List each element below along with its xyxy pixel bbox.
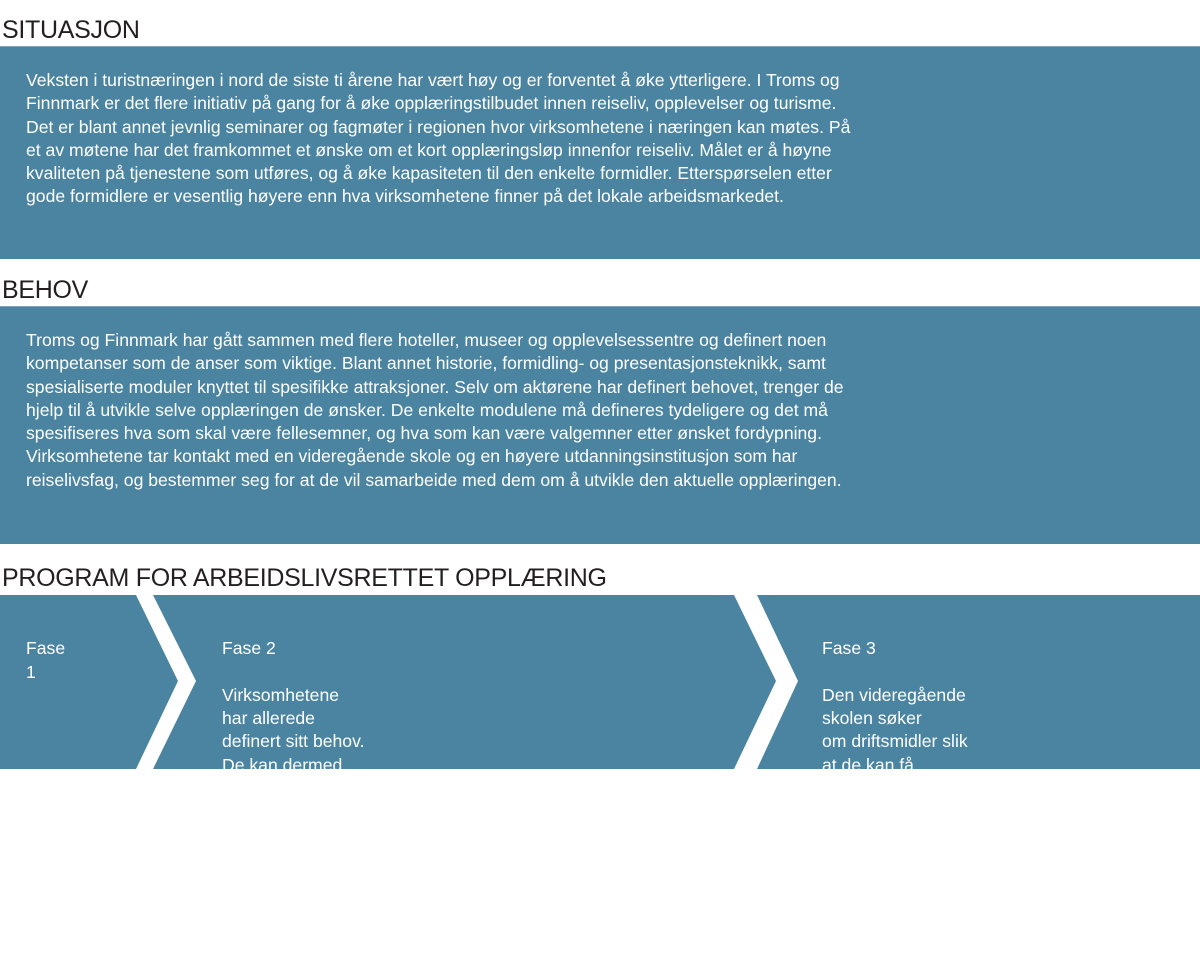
situasjon-heading: SITUASJON	[2, 16, 140, 44]
phase-3-title: Fase 3	[822, 638, 876, 659]
behov-text: Troms og Finnmark har gått sammen med flere hoteller, museer og opplevelsessentre og definert noen kompetanser som de anser som viktige. Blant annet historie, formidling- og presentasjonsteknikk, samt spesialiserte moduler knyttet til spesifikke attraksjoner. Selv om aktørene har definert behovet, trenger de hjelp til å utvikle selve opplæringen de ønsker. De enkelte modulene må defineres tydeligere og det må spesifiseres hva som skal være fellesemner, og hva som kan være valgemner etter ønsket fordypning. Virksomhetene tar kontakt med en videregående skole og en høyere utdanningsinstitusjon som har reiselivsfag, og bestemmer seg for at de vil samarbeide med dem om å utvikle den aktuelle opplæringen.	[26, 330, 844, 490]
behov-panel	[0, 306, 1200, 544]
phase-3	[822, 614, 971, 894]
program-heading: PROGRAM FOR ARBEIDSLIVSRETTET OPPLÆRING	[2, 564, 607, 592]
phase-1	[26, 614, 65, 684]
situasjon-text: Veksten i turistnæringen i nord de siste ti årene har vært høy og er forventet å øke ytterligere. I Troms og Finnmark er det flere initiativ på gang for å øke opplæringstilbudet innen reiseliv, opplevelser og turisme. Det er blant annet jevnlig seminarer og fagmøter i regionen hvor virksomhetene i næringen kan møtes. På et av møtene har det framkommet et ønske om et kort opplæringsløp innenfor reiseliv. Målet er å høyne kvaliteten på tjenestene som utføres, og å øke kapasiteten til den enkelte formidler. Etterspørselen etter gode formidlere er vesentlig høyere enn hva virksomhetene finner på det lokale arbeidsmarkedet.	[26, 70, 851, 207]
phase-2	[222, 614, 366, 963]
behov-heading: BEHOV	[2, 276, 89, 304]
phase-chevrons	[0, 595, 1200, 769]
phase-1-title: Fase 1	[26, 638, 66, 682]
phase-2-title: Fase 2	[222, 638, 276, 659]
situasjon-panel	[0, 46, 1200, 259]
phase-3-text: Den videregående skolen søker om driftsmidler slik at de kan få delfinansiert gjennomføringen av opplæringstilbudet.	[822, 684, 971, 868]
phase-2-text: Virksomhetene har allerede definert sitt behov. De kan dermed gå videre til å søke om midler til utvikling av opplæringstilbudet sammen med den videregående skolen.	[222, 684, 366, 938]
